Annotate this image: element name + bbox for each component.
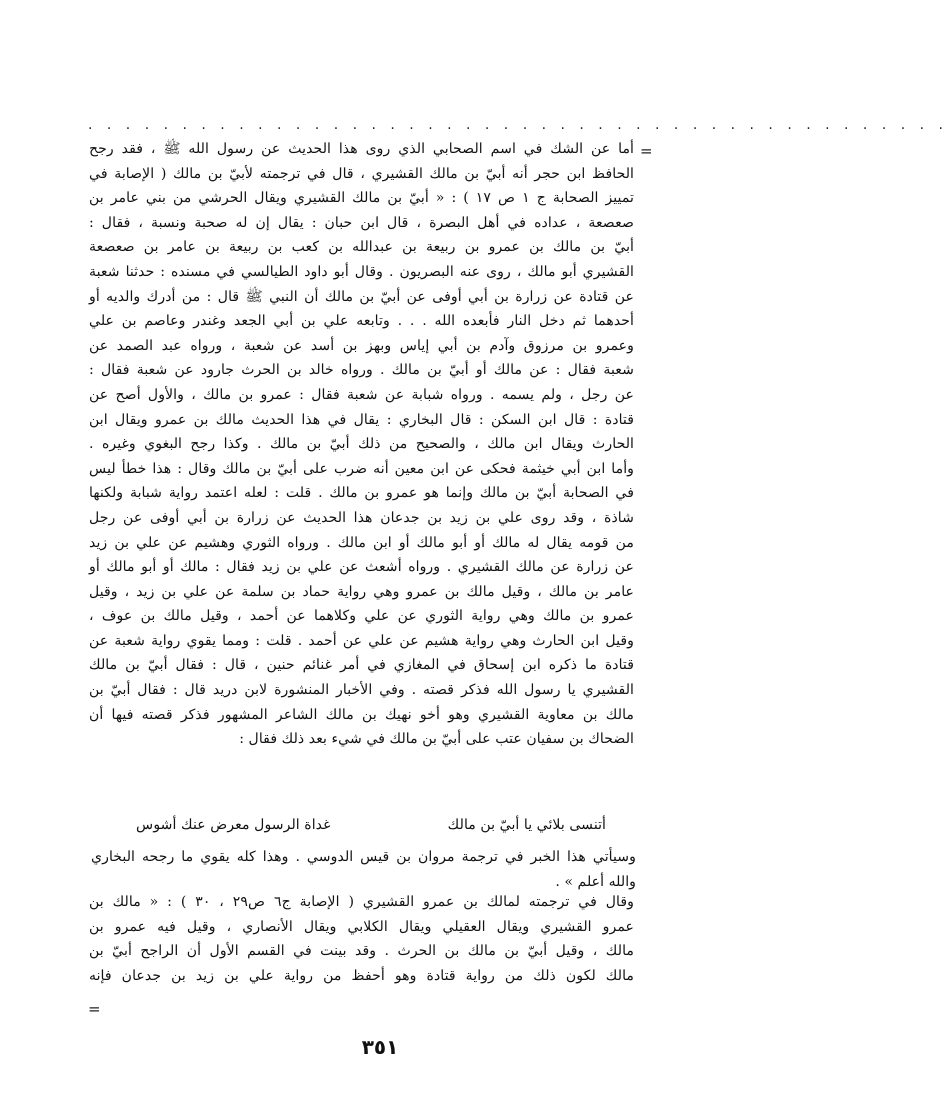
text-line: قتادة : قال ابن السكن : قال البخاري : يقال في هذا الحديث مالك بن عمرو ويقال ابن bbox=[89, 411, 634, 428]
footnote-paragraph-2 bbox=[89, 890, 634, 988]
text-line: أحدهما ثم دخل النار فأبعده الله . . . وتابعه علي بن أبي الجعد وغندر وعاصم بن علي bbox=[89, 313, 634, 330]
text-line: تمييز الصحابة ج ١ ص ١٧ ) : « أبيّ بن مالك القشيري ويقال الحرشي من بني عامر بن bbox=[89, 190, 634, 207]
text-line: الضحاك بن سفيان عتب على أبيّ بن مالك في شيء بعد ذلك فقال : bbox=[239, 731, 634, 748]
text-line: والله أعلم » . bbox=[555, 873, 636, 890]
text-line: مالك لكون ذلك من رواية قتادة وهو أحفظ من رواية علي بن زيد بن جدعان فإنه bbox=[89, 967, 634, 984]
text-line: مالك بن معاوية القشيري وهو أخو نهيك بن مالك الشاعر المشهور فذكر قصته فيها أن bbox=[89, 706, 634, 723]
text-line: في الصحابة أبيّ بن مالك وإنما هو عمرو بن مالك . قلت : لعله اعتمد رواية شبابة ولكنها bbox=[89, 485, 634, 502]
text-line: شاذة ، وقد روى علي بن زيد بن جدعان هذا الحديث عن زرارة بن أبي أوفى عن رجل bbox=[89, 509, 634, 526]
text-line: وعمرو بن مرزوق وآدم بن أبي إياس وبهز بن أسد عن شعبة ، ورواه عبد الصمد عن bbox=[89, 337, 634, 354]
text-line: القشيري يا رسول الله فذكر قصته . وفي الأخبار المنشورة لابن دريد قال : فقال أبيّ بن bbox=[89, 682, 634, 699]
text-line: أبيّ بن مالك بن عمرو بن ربيعة بن عبدالله بن كعب بن ربيعة بن عامر بن صعصعة bbox=[89, 239, 634, 256]
text-line: وقال في ترجمته لمالك بن عمرو القشيري ( الإصابة ج٦ ص٢٩ ، ٣٠ ) : « مالك بن bbox=[89, 894, 634, 910]
poem-verse bbox=[136, 813, 606, 837]
continuation-mark-top: = bbox=[640, 142, 653, 160]
text-line: مالك ، وقيل أبيّ بن مالك بن الحرث . وقد بينت في القسم الأول أن الراجح أبيّ بن bbox=[89, 943, 634, 960]
text-line: صعصعة ، عداده في أهل البصرة ، قال ابن حبان : يقال إن له صحبة ونسبة ، فقال : bbox=[89, 214, 634, 231]
footnote-paragraph-1 bbox=[89, 137, 634, 752]
continuation-mark-bottom: = bbox=[88, 1000, 101, 1018]
footnote-paragraph-1-end bbox=[91, 845, 636, 894]
text-line: عن زرارة عن مالك القشيري . ورواه أشعث عن علي بن زيد فقال : مالك أو أبو مالك أو bbox=[89, 559, 634, 576]
text-line: عمرو القشيري ويقال العقيلي ويقال الكلابي ويقال الأنصاري ، وقيل فيه عمرو بن bbox=[89, 918, 634, 935]
poem-hemistich-2: غداة الرسول معرض عنك أشوس bbox=[136, 817, 331, 833]
text-line: شعبة فقال : عن مالك أو أبيّ بن مالك . ورواه خالد بن الحرث جارود عن شعبة فقال : bbox=[89, 362, 634, 379]
text-line: وسيأتي هذا الخبر في ترجمة مروان بن قيس الدوسي . وهذا كله يقوي ما رجحه البخاري bbox=[91, 849, 636, 865]
text-line: عن قتادة عن زرارة بن أبي أوفى عن أبيّ بن مالك أن النبي ﷺ قال : من أدرك والديه أو bbox=[89, 288, 634, 305]
poem-hemistich-1: أتنسى بلائي يا أبيّ بن مالك bbox=[447, 817, 606, 833]
text-line: من قومه يقال له مالك أو أبو مالك أو ابن مالك . ورواه الثوري وهشيم عن علي بن زيد bbox=[89, 534, 634, 551]
text-line: عن رجل ، ولم يسمه . ورواه شبابة عن شعبة فقال : عمرو بن مالك ، والأول أصح عن bbox=[89, 386, 634, 403]
text-line: الحافظ ابن حجر أنه أبيّ بن مالك القشيري ، قال في ترجمته لأبيّ بن مالك ( الإصابة في bbox=[89, 165, 634, 182]
text-line: عمرو بن مالك وهي رواية الثوري عن علي وكلاهما عن أحمد ، وقيل مالك بن عوف ، bbox=[89, 608, 634, 625]
text-line: وأما ابن أبي خيثمة فحكى عن ابن معين أنه ضرب على أبيّ بن مالك وقال : هذا خطأ ليس bbox=[89, 460, 634, 477]
separator-dots: . . . . . . . . . . . . . . . . . . . . . . . . . . . . . . . . . . . . . . . . . . . . . . bbox=[88, 117, 948, 133]
text-line: الحارث ويقال ابن مالك ، والصحيح من ذلك أبيّ بن مالك . وكذا رجح البغوي وغيره . bbox=[89, 436, 634, 453]
text-line: أما عن الشك في اسم الصحابي الذي روى هذا الحديث عن رسول الله ﷺ ، فقد رجح bbox=[89, 141, 634, 157]
text-line: القشيري أبو مالك ، روى عنه البصريون . وقال أبو داود الطيالسي في مسنده : حدثنا شعبة bbox=[89, 263, 634, 280]
text-line: قتادة ما ذكره ابن إسحاق في المغازي في أمر غنائم حنين ، قال : فقال أبيّ بن مالك bbox=[89, 657, 634, 674]
page-number: ٣٥١ bbox=[361, 1035, 399, 1059]
text-line: عامر بن مالك ، وقيل مالك بن عمرو وهي رواية حماد بن سلمة عن علي بن زيد ، وقيل bbox=[89, 583, 634, 600]
text-line: وقيل ابن الحارث وهي رواية هشيم عن علي عن أحمد . قلت : ومما يقوي رواية شعبة عن bbox=[89, 632, 634, 649]
